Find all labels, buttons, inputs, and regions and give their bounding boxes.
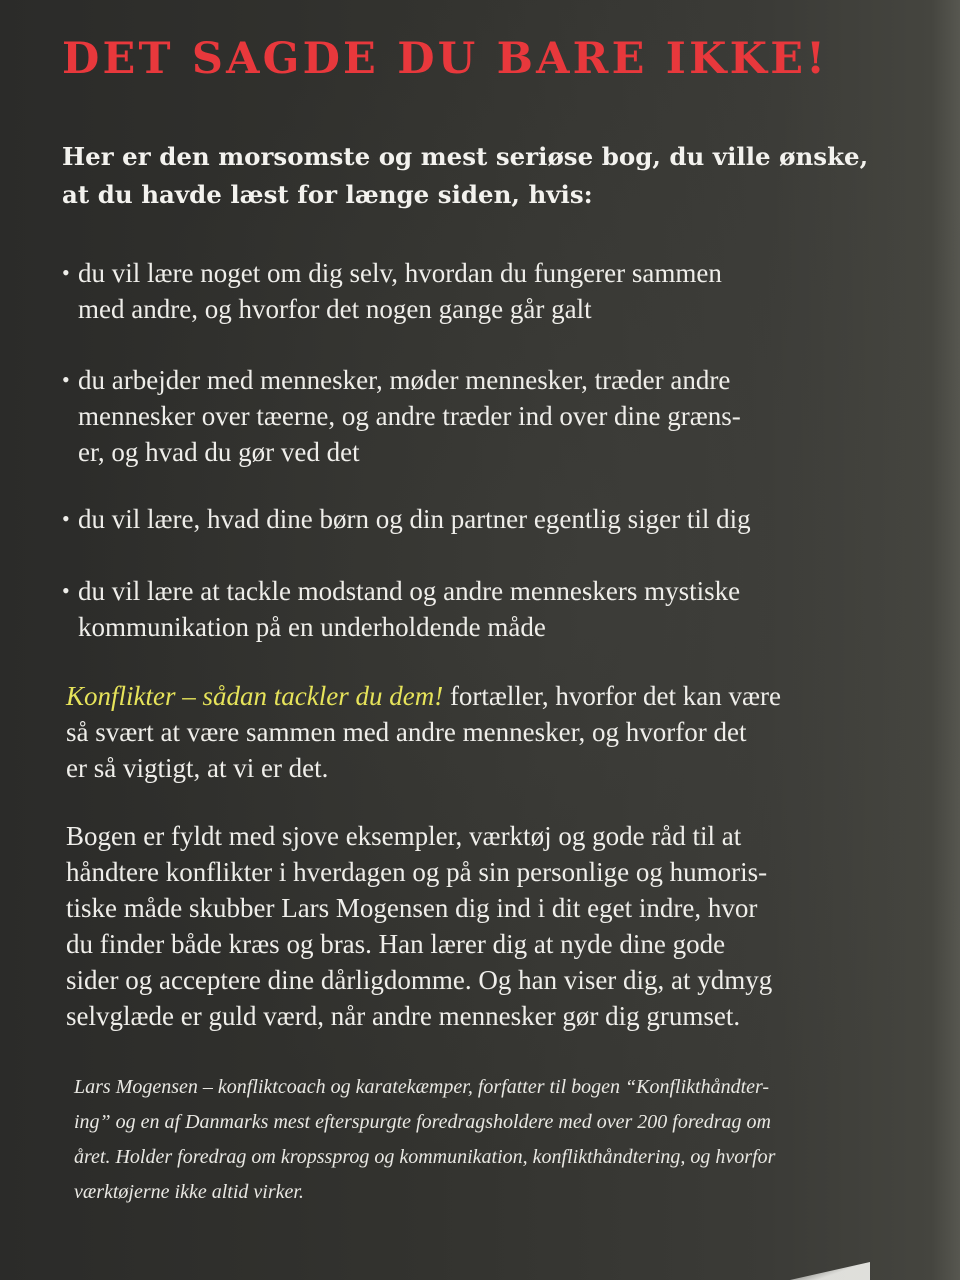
list-item-line: er, og hvad du gør ved det [78,437,360,467]
paragraph-line: er så vigtigt, at vi er det. [66,753,329,783]
paragraph-line: håndtere konflikter i hverdagen og på sin personlige og humoris- [66,857,768,887]
headline: DET SAGDE DU BARE IKKE! [62,34,829,84]
paragraph-line: Bogen er fyldt med sjove eksempler, værktøj og gode råd til at [66,821,742,851]
paragraph-line: sider og acceptere dine dårligdomme. Og han viser dig, at ydmyg [66,965,773,995]
author-bio [74,1070,924,1210]
bio-line: værktøjerne ikke altid virker. [74,1181,304,1203]
intro-line: Her er den morsomste og mest seriøse bog, du ville ønske, [62,142,869,171]
paragraph-line [66,678,926,714]
list-item [60,501,751,537]
list-item-line: mennesker over tæerne, og andre træder ind over dine græns- [78,401,741,431]
book-title: Konflikter – sådan tackler du dem! [66,681,444,711]
bio-line: året. Holder foredrag om kropssprog og kommunikation, konflikthåndtering, og hvorfor [74,1146,776,1168]
book-summary-paragraph [66,678,926,786]
list-item-line: du vil lære at tackle modstand og andre menneskers mystiske [78,576,741,606]
paragraph-line: tiske måde skubber Lars Mogensen dig ind i dit eget indre, hvor [66,893,758,923]
intro-text [62,138,922,214]
list-item-line: du arbejder med mennesker, møder mennesker, træder andre [78,365,731,395]
paragraph-line-rest: fortæller, hvorfor det kan være [443,681,782,711]
bio-line: ing” og en af Danmarks mest efterspurgte foredragsholdere med over 200 foredrag om [74,1111,771,1133]
bio-line: Lars Mogensen – konfliktcoach og karatekæmper, forfatter til bogen “Konflikthåndter- [74,1076,770,1098]
bullet-icon: • [62,367,70,392]
list-item [60,255,722,327]
bullet-icon: • [62,260,70,285]
light-glare [790,1262,870,1280]
paragraph-line: selvglæde er guld værd, når andre mennesker gør dig grumset. [66,1001,741,1031]
intro-line: at du havde læst for længe siden, hvis: [62,180,593,209]
list-item-line: du vil lære, hvad dine børn og din partner egentlig siger til dig [78,504,751,534]
paragraph-line: så svært at være sammen med andre mennesker, og hvorfor det [66,717,747,747]
list-item-line: du vil lære noget om dig selv, hvordan du fungerer sammen [78,258,722,288]
bullet-icon: • [62,578,70,603]
book-description-paragraph [66,818,926,1034]
bullet-icon: • [62,506,70,531]
list-item [60,573,740,645]
list-item-line: kommunikation på en underholdende måde [78,612,546,642]
list-item-line: med andre, og hvorfor det nogen gange går galt [78,294,592,324]
list-item [60,362,741,470]
paragraph-line: du finder både kræs og bras. Han lærer dig at nyde dine gode [66,929,726,959]
